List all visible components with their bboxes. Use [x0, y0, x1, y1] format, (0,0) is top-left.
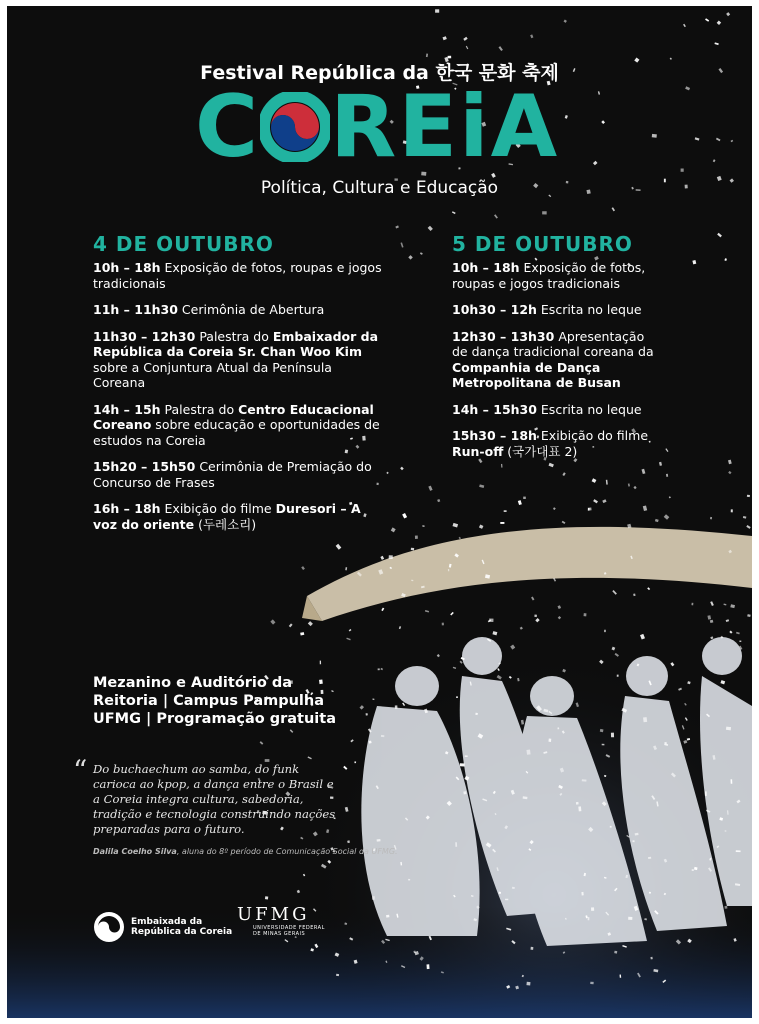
schedule-text: Escrita no leque	[536, 302, 642, 317]
confetti-piece	[593, 161, 598, 165]
schedule-text: sobre educação e oportunidades de estudos na Coreia	[93, 417, 380, 448]
confetti-piece	[463, 791, 466, 794]
day2-schedule	[452, 260, 662, 459]
confetti-piece	[576, 802, 579, 805]
confetti-piece	[584, 613, 587, 616]
confetti-piece	[617, 675, 619, 677]
confetti-piece	[747, 495, 750, 497]
confetti-piece	[633, 486, 636, 489]
quote-author: Dalila Coelho Silva	[93, 847, 177, 856]
ufmg-wordmark: UFMG	[237, 904, 310, 925]
confetti-piece	[681, 169, 684, 172]
confetti-piece	[739, 641, 741, 642]
schedule-text: Cerimônia de Abertura	[177, 302, 325, 317]
confetti-piece	[530, 34, 533, 38]
schedule-item	[452, 260, 662, 291]
schedule-text: Run-off	[452, 443, 504, 459]
schedule-text: Exibição do filme	[160, 501, 276, 516]
confetti-piece	[582, 779, 587, 781]
confetti-piece	[620, 975, 622, 978]
taeguk-icon	[260, 92, 330, 162]
confetti-piece	[743, 516, 746, 519]
confetti-piece	[610, 826, 612, 828]
confetti-piece	[395, 225, 399, 228]
confetti-piece	[427, 964, 430, 969]
confetti-piece	[726, 727, 731, 731]
confetti-piece	[588, 508, 592, 511]
confetti-piece	[389, 555, 393, 559]
schedule-time: 11h30 – 12h30	[93, 328, 196, 344]
confetti-piece	[386, 472, 388, 474]
confetti-piece	[664, 514, 670, 520]
confetti-piece	[665, 448, 668, 452]
confetti-piece	[505, 899, 508, 901]
ufmg-logo	[237, 904, 325, 937]
confetti-piece	[591, 907, 594, 910]
festival-poster	[7, 6, 752, 1018]
confetti-piece	[632, 840, 634, 842]
schedule-item	[93, 329, 383, 391]
schedule-item	[452, 329, 662, 391]
confetti-piece	[650, 957, 652, 960]
confetti-piece	[455, 842, 457, 847]
logo-letters-reia: REiA	[330, 77, 560, 177]
confetti-piece	[612, 207, 615, 211]
confetti-piece	[714, 42, 718, 45]
confetti-piece	[724, 258, 726, 261]
confetti-piece	[685, 86, 690, 90]
schedule-time: 16h – 18h	[93, 501, 161, 516]
confetti-piece	[666, 474, 668, 477]
schedule-item	[452, 402, 662, 418]
confetti-piece	[643, 717, 647, 722]
schedule-time: 10h – 18h	[452, 260, 520, 275]
schedule-time: 11h – 11h30	[93, 302, 178, 317]
confetti-piece	[443, 36, 447, 40]
confetti-piece	[463, 37, 467, 41]
schedule-item	[93, 501, 383, 532]
confetti-piece	[590, 982, 593, 985]
schedule-text: Exposição de fotos, roupas e jogos tradicionais	[93, 260, 382, 291]
confetti-piece	[408, 879, 410, 881]
confetti-piece	[664, 742, 666, 745]
confetti-piece	[725, 906, 728, 909]
schedule-text: (두레소리)	[194, 516, 257, 532]
venue-line: Reitoria | Campus Pampulha	[93, 693, 324, 709]
confetti-piece	[736, 850, 741, 852]
schedule-time: 14h – 15h30	[452, 401, 537, 417]
confetti-piece	[728, 471, 731, 474]
confetti-piece	[557, 727, 559, 729]
confetti-piece	[523, 497, 526, 499]
quote-author-desc: , aluna do 8º período de Comunicação Social da UFMG.	[176, 847, 398, 856]
confetti-piece	[518, 500, 522, 505]
schedule-text: Escrita no leque	[536, 401, 642, 417]
coreia-logo	[195, 77, 560, 177]
confetti-piece	[695, 137, 700, 140]
confetti-piece	[395, 705, 398, 709]
confetti-piece	[606, 480, 608, 485]
confetti-piece	[728, 460, 732, 465]
confetti-piece	[408, 255, 413, 260]
confetti-piece	[526, 982, 530, 986]
schedule-text: (국가대표 2)	[503, 443, 578, 459]
confetti-piece	[614, 951, 617, 954]
schedule-text: Duresori – A voz do oriente	[93, 501, 361, 532]
confetti-piece	[366, 713, 368, 715]
confetti-piece	[691, 603, 693, 606]
confetti-piece	[435, 9, 439, 12]
venue-info	[93, 674, 336, 728]
confetti-piece	[602, 744, 605, 746]
quote-attribution	[93, 846, 398, 857]
confetti-piece	[578, 806, 581, 811]
confetti-piece	[494, 214, 498, 218]
embassy-name-line: República da Coreia	[131, 927, 233, 937]
confetti-piece	[420, 252, 423, 255]
confetti-piece	[643, 506, 647, 512]
schedule-text: Palestra do	[195, 328, 273, 344]
confetti-piece	[692, 869, 694, 871]
confetti-piece	[531, 947, 534, 950]
confetti-piece	[669, 496, 671, 498]
confetti-piece	[542, 211, 547, 214]
confetti-piece	[411, 548, 414, 551]
confetti-piece	[601, 120, 605, 124]
confetti-piece	[731, 509, 733, 512]
confetti-piece	[548, 739, 551, 742]
confetti-piece	[726, 12, 730, 16]
confetti-piece	[628, 917, 632, 920]
schedule-time: 12h30 – 13h30	[452, 328, 555, 344]
day2-column	[452, 232, 662, 470]
confetti-piece	[604, 630, 606, 632]
confetti-piece	[692, 260, 696, 264]
schedule-text: Apresentação de dança tradicional coreana da	[452, 328, 654, 359]
confetti-piece	[652, 134, 657, 138]
confetti-piece	[500, 522, 504, 524]
confetti-piece	[705, 791, 707, 796]
schedule-item	[93, 260, 383, 291]
confetti-piece	[265, 896, 268, 899]
ufmg-subtitle: UNIVERSIDADE FEDERAL	[253, 925, 325, 931]
schedule-time: 15h20 – 15h50	[93, 459, 196, 474]
schedule-time: 15h30 – 18h	[452, 428, 537, 443]
confetti-piece	[400, 242, 403, 247]
confetti-piece	[598, 91, 600, 95]
confetti-piece	[628, 483, 630, 486]
schedule-time: 14h – 15h	[93, 401, 161, 417]
confetti-piece	[710, 517, 712, 520]
schedule-text: sobre a Conjuntura Atual da Península Coreana	[93, 359, 332, 390]
confetti-piece	[588, 917, 590, 920]
schedule-text: Exposição de fotos, roupas e jogos tradicionais	[452, 260, 646, 291]
day1-column	[93, 232, 383, 543]
schedule-item	[452, 302, 662, 318]
day2-title: 5 DE OUTUBRO	[452, 232, 633, 256]
confetti-piece	[448, 569, 449, 571]
confetti-piece	[381, 735, 384, 737]
confetti-piece	[731, 779, 733, 783]
day1-title: 4 DE OUTUBRO	[93, 232, 274, 256]
confetti-piece	[562, 521, 566, 524]
confetti-piece	[386, 915, 389, 918]
confetti-piece	[456, 697, 458, 698]
quote-mark: “	[73, 754, 88, 787]
confetti-piece	[465, 756, 468, 757]
confetti-piece	[648, 857, 651, 859]
confetti-piece	[428, 226, 433, 231]
confetti-piece	[683, 24, 686, 27]
confetti-piece	[553, 507, 556, 510]
day1-schedule	[93, 260, 383, 532]
schedule-item	[93, 402, 383, 449]
confetti-piece	[581, 892, 583, 896]
schedule-item	[452, 428, 662, 459]
confetti-piece	[655, 519, 659, 522]
confetti-piece	[504, 510, 507, 511]
confetti-piece	[593, 499, 598, 503]
schedule-time: 10h – 18h	[93, 260, 161, 275]
confetti-piece	[437, 499, 440, 502]
confetti-piece	[716, 138, 721, 142]
confetti-piece	[717, 233, 722, 238]
schedule-text: Exibição do filme	[536, 428, 649, 443]
confetti-piece	[479, 484, 484, 488]
embassy-emblem-icon	[93, 911, 125, 943]
confetti-piece	[460, 763, 465, 766]
confetti-piece	[377, 839, 381, 842]
confetti-piece	[336, 974, 339, 976]
confetti-piece	[442, 623, 444, 626]
logo-letter-c: C	[195, 77, 261, 177]
confetti-piece	[562, 472, 565, 476]
confetti-piece	[705, 18, 709, 21]
confetti-piece	[426, 54, 428, 58]
schedule-text: Cerimônia de Premiação do Concurso de Frases	[93, 459, 372, 490]
schedule-text: Embaixador da República da Coreia Sr. Chan Woo Kim	[93, 328, 379, 359]
confetti-piece	[731, 140, 734, 143]
festival-subtitle: Política, Cultura e Educação	[260, 178, 499, 198]
confetti-piece	[320, 661, 321, 665]
venue-line: UFMG | Programação gratuita	[93, 711, 336, 727]
schedule-time: 10h30 – 12h	[452, 302, 537, 317]
confetti-piece	[354, 761, 356, 763]
schedule-text: Centro Educacional Coreano	[93, 401, 374, 432]
confetti-piece	[428, 486, 432, 491]
confetti-piece	[499, 46, 503, 51]
embassy-name-line: Embaixada da	[131, 917, 203, 927]
confetti-piece	[713, 159, 716, 162]
confetti-piece	[402, 513, 407, 519]
festival-heading: Festival República da 한국 문화 축제	[200, 62, 559, 84]
confetti-piece	[415, 536, 418, 539]
confetti-piece	[611, 733, 614, 738]
schedule-item	[93, 459, 383, 490]
confetti-piece	[717, 21, 722, 26]
confetti-piece	[649, 892, 651, 894]
confetti-piece	[400, 467, 404, 471]
confetti-piece	[592, 478, 597, 483]
confetti-piece	[526, 750, 530, 755]
confetti-piece	[466, 46, 469, 49]
schedule-text: Palestra do	[160, 401, 239, 417]
confetti-piece	[372, 896, 375, 900]
schedule-text: Companhia de Dança Metropolitana de Busan	[452, 359, 621, 390]
confetti-piece	[452, 211, 456, 214]
confetti-piece	[600, 729, 604, 732]
confetti-piece	[534, 615, 537, 618]
schedule-item	[93, 302, 383, 318]
confetti-piece	[564, 20, 567, 23]
confetti-piece	[602, 499, 606, 503]
embassy-logo	[93, 911, 232, 943]
confetti-piece	[378, 668, 380, 670]
quote-text: Do buchaechum ao samba, do funk carioca ao kpop, a dança entre o Brasil e a Coreia integra cultura, sabedoria, tradição e tecnologia construindo nações preparadas para o futuro.	[93, 762, 336, 836]
venue-line: Mezanino e Auditório da	[93, 675, 293, 691]
ufmg-subtitle: DE MINAS GERAIS	[253, 931, 306, 937]
confetti-piece	[565, 115, 568, 119]
